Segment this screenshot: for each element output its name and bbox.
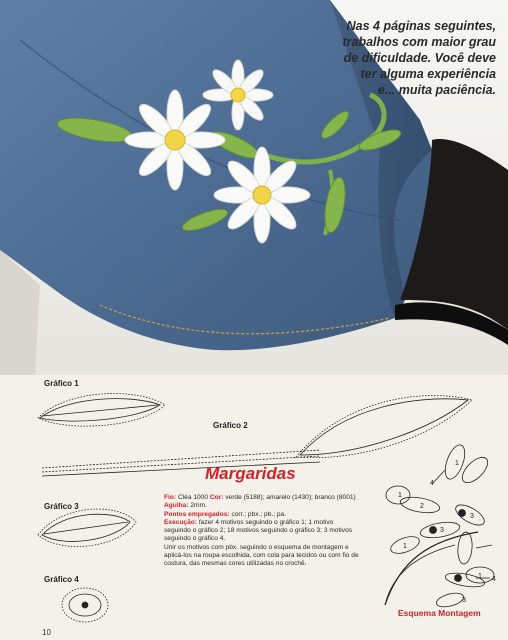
agulha-text: 2mm. <box>190 502 207 510</box>
headline-line: de dificuldade. Você deve <box>343 51 496 65</box>
esquema-montagem-drawing <box>385 442 494 609</box>
esquema-num: 3 <box>440 527 444 534</box>
pontos-text: corr.; pbx.; pb.; pa. <box>231 510 287 518</box>
intro-headline <box>296 18 496 98</box>
fio-text: Cléa 1000 <box>177 494 208 501</box>
esquema-num: 3 <box>470 513 474 520</box>
pattern-title: Margaridas <box>205 464 296 483</box>
headline-line: e... muita paciência. <box>377 83 496 97</box>
grafico-1-leaf <box>38 394 165 427</box>
pontos-label: Pontos empregados: <box>164 510 230 518</box>
page-number: 10 <box>42 628 51 637</box>
execucao-text: fazer 4 motivos seguindo o gráfico 1; 1 motivo seguindo o gráfico 2; 18 motivos seguindo o gráfico 3; 3 motivos seguindo o gráfico 4. <box>164 518 353 543</box>
execucao-label: Execução: <box>164 518 197 526</box>
grafico-3-label: Gráfico 3 <box>44 502 79 511</box>
materials-line <box>164 494 360 511</box>
fio-label: Fio: <box>164 494 177 501</box>
cor-text: verde (5188); amarelo (1430); branco (8001) <box>225 494 356 501</box>
grafico-4-label: Gráfico 4 <box>44 575 79 584</box>
esquema-num: 3 <box>462 597 466 604</box>
esquema-num: 4 <box>492 576 496 583</box>
grafico-4-circle <box>62 588 108 622</box>
esquema-num: 1 <box>478 573 482 580</box>
esquema-num: 2 <box>420 503 424 510</box>
headline-line: Nas 4 páginas seguintes, <box>346 19 496 33</box>
esquema-num: 1 <box>455 460 459 467</box>
grafico-1-label: Gráfico 1 <box>44 379 79 388</box>
esquema-num: 4 <box>430 480 434 487</box>
esquema-num: 1 <box>403 543 407 550</box>
pattern-instructions <box>164 494 360 569</box>
headline-line: trabalhos com maior grau <box>342 35 496 49</box>
pontos-line <box>164 511 360 519</box>
cor-label: Cor: <box>209 494 224 501</box>
grafico-2-label: Gráfico 2 <box>213 421 248 430</box>
execucao-line <box>164 519 360 544</box>
esquema-num: 1 <box>398 492 402 499</box>
uniao-line: Unir os motivos com pbx. seguindo o esquema de montagem e aplicá-los na roupa escolhida, com cola para tecidos ou com fio de costura, das mesmas cores utilizadas no crochê. <box>164 543 359 568</box>
headline-line: ter alguma experiência <box>360 67 496 81</box>
grafico-3-leaf <box>38 509 136 546</box>
esquema-montagem-label: Esquema Montagem <box>398 608 481 618</box>
agulha-label: Agulha: <box>164 502 189 510</box>
esquema-numbers <box>398 460 496 604</box>
